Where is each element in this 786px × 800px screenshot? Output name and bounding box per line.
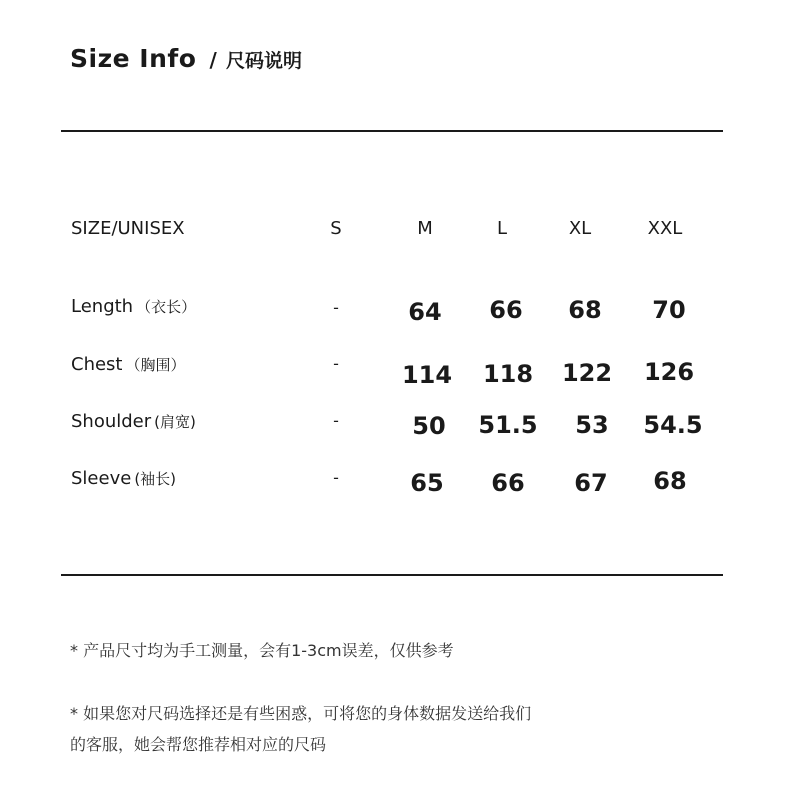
value-length-xxl: 70 [652, 296, 686, 324]
table-row-shoulder [0, 411, 786, 447]
value-shoulder-l: 51.5 [478, 411, 538, 439]
row-label-chest: Chest （胸围） [71, 354, 186, 375]
value-length-l: 66 [489, 296, 523, 324]
value-length-s: - [333, 298, 339, 317]
size-header-m: M [417, 218, 433, 239]
value-chest-s: - [333, 354, 339, 373]
value-sleeve-xxl: 68 [653, 467, 687, 495]
value-sleeve-l: 66 [491, 469, 525, 497]
size-header-xxl: XXL [647, 218, 683, 239]
value-chest-xxl: 126 [643, 358, 695, 386]
value-sleeve-m: 65 [410, 469, 444, 497]
value-shoulder-xxl: 54.5 [643, 411, 703, 439]
size-header-row [0, 218, 786, 246]
value-length-xl: 68 [568, 296, 602, 324]
page-title [70, 44, 302, 73]
value-length-m: 64 [408, 298, 442, 326]
table-row-chest [0, 354, 786, 390]
value-shoulder-s: - [333, 411, 339, 430]
size-header-label: SIZE/UNISEX [71, 218, 185, 239]
title-separator: / [209, 48, 217, 72]
note-contact-line2: 的客服，她会帮您推荐相对应的尺码 [70, 735, 327, 754]
bottom-divider [61, 574, 723, 576]
row-label-shoulder: Shoulder (肩宽) [71, 411, 196, 432]
size-header-l: L [496, 218, 508, 239]
value-chest-xl: 122 [561, 359, 613, 387]
title-english: Size Info [70, 44, 197, 73]
table-row-sleeve [0, 468, 786, 504]
value-shoulder-m: 50 [412, 412, 446, 440]
row-label-sleeve: Sleeve (袖长) [71, 468, 177, 489]
value-chest-l: 118 [482, 360, 534, 388]
size-header-xl: XL [568, 218, 592, 239]
table-row-length [0, 296, 786, 332]
value-chest-m: 114 [401, 361, 453, 389]
top-divider [61, 130, 723, 132]
value-shoulder-xl: 53 [575, 411, 609, 439]
title-chinese: 尺码说明 [225, 50, 302, 72]
note-contact-line1: * 如果您对尺码选择还是有些困惑，可将您的身体数据发送给我们 [70, 704, 532, 723]
row-label-length: Length （衣长） [71, 296, 197, 317]
size-header-s: S [330, 218, 342, 239]
note-measurement: * 产品尺寸均为手工测量，会有1-3cm误差，仅供参考 [70, 641, 454, 660]
value-sleeve-s: - [333, 468, 339, 487]
value-sleeve-xl: 67 [574, 469, 608, 497]
